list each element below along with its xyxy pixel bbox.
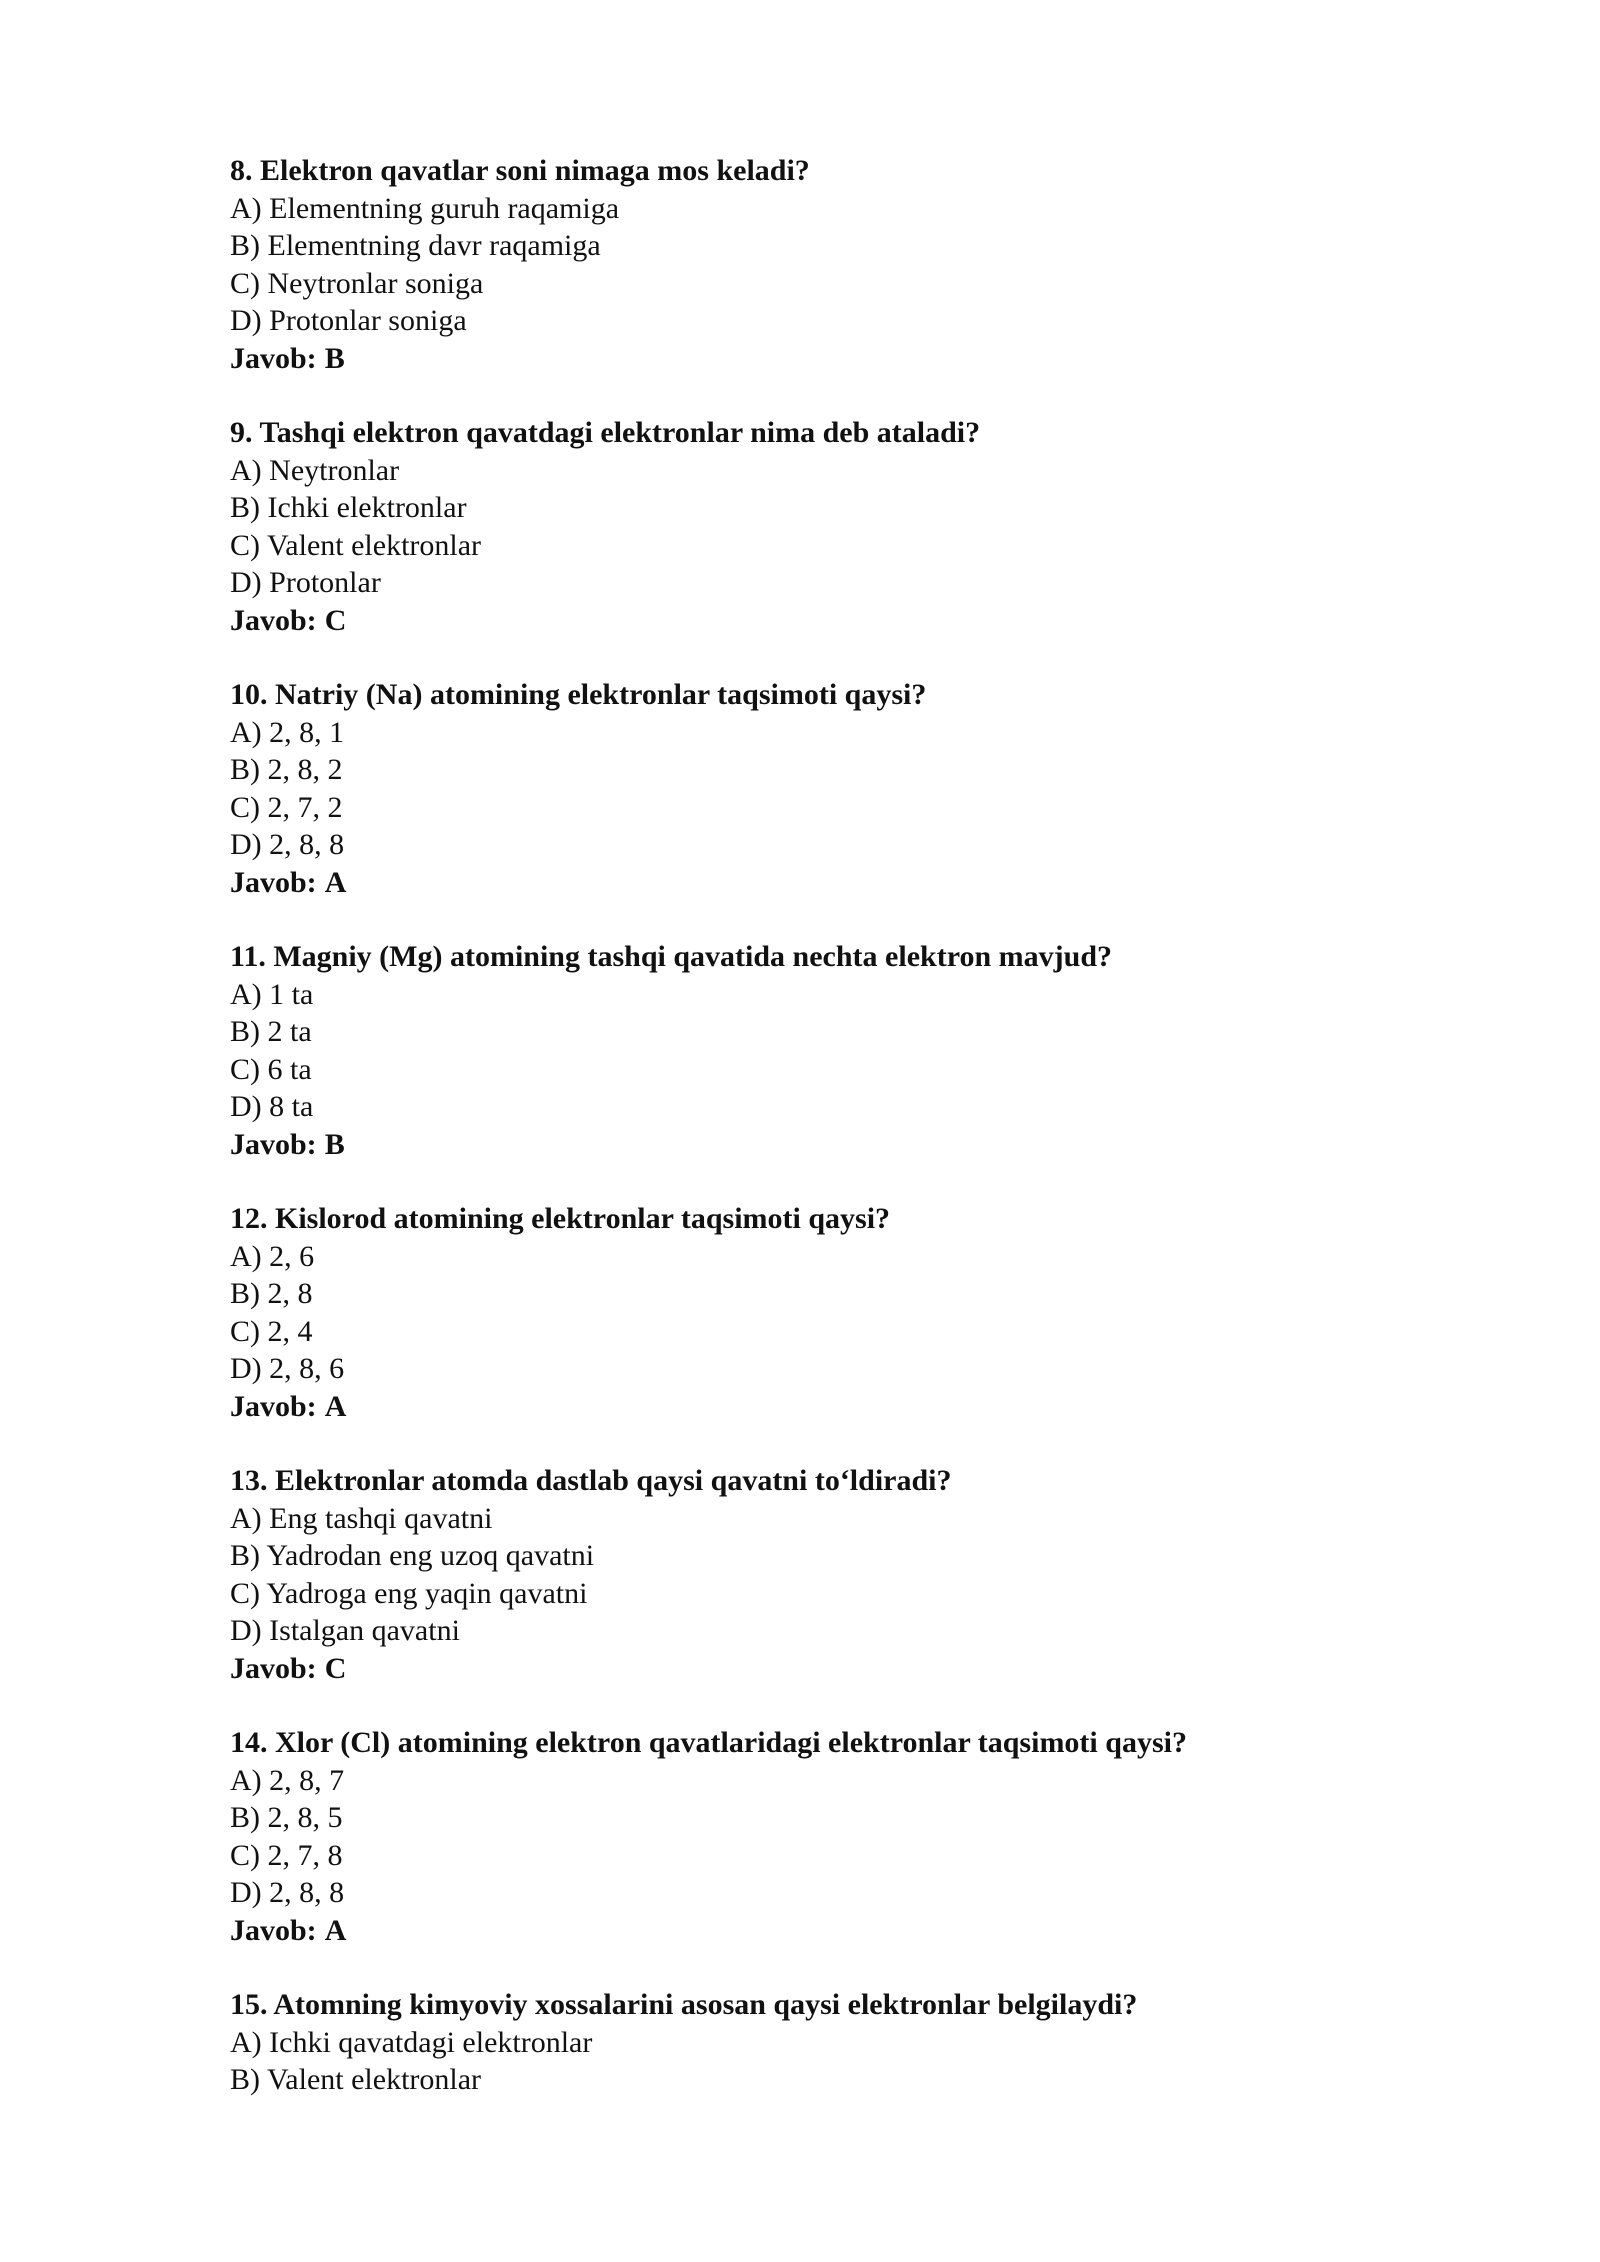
answer-line	[230, 1388, 1430, 1426]
option-b: B) Ichki elektronlar	[230, 491, 467, 524]
option-c: C) 2, 7, 2	[230, 790, 343, 824]
option-d: D) 2, 8, 8	[230, 828, 345, 861]
document-page	[230, 152, 1430, 2136]
answer-label: Javob:	[230, 1651, 317, 1685]
question-title: 11. Magniy (Mg) atomining tashqi qavatida nechta elektron mavjud?	[230, 940, 1112, 973]
option-b: B) Valent elektronlar	[230, 2063, 482, 2096]
answer-value: A	[324, 865, 347, 899]
option-c: C) Neytronlar soniga	[230, 266, 484, 300]
answer-value: B	[324, 341, 345, 375]
question-title: 15. Atomning kimyoviy xossalarini asosan qaysi elektronlar belgilaydi?	[230, 1988, 1138, 2021]
answer-label: Javob:	[230, 603, 317, 637]
option-a: A) Ichki qavatdagi elektronlar	[230, 2025, 593, 2059]
answer-line	[230, 602, 1430, 640]
option-a: A) Neytronlar	[230, 453, 400, 487]
option-a: A) 2, 8, 1	[230, 715, 345, 749]
answer-label: Javob:	[230, 1913, 317, 1947]
answer-value: A	[324, 1913, 347, 1947]
question-title: 8. Elektron qavatlar soni nimaga mos keladi?	[230, 154, 810, 187]
question-15	[230, 1986, 1430, 2099]
option-d: D) Protonlar soniga	[230, 304, 467, 337]
question-title: 10. Natriy (Na) atomining elektronlar taqsimoti qaysi?	[230, 678, 927, 711]
answer-line	[230, 340, 1430, 378]
option-d: D) 2, 8, 6	[230, 1352, 345, 1385]
option-d: D) 2, 8, 8	[230, 1876, 345, 1909]
answer-value: B	[324, 1127, 345, 1161]
question-title: 14. Xlor (Cl) atomining elektron qavatlaridagi elektronlar taqsimoti qaysi?	[230, 1726, 1187, 1759]
question-title: 9. Tashqi elektron qavatdagi elektronlar nima deb ataladi?	[230, 416, 981, 449]
option-c: C) Yadroga eng yaqin qavatni	[230, 1576, 588, 1610]
option-b: B) Elementning davr raqamiga	[230, 229, 601, 262]
option-b: B) 2, 8, 2	[230, 753, 343, 786]
option-d: D) Protonlar	[230, 566, 381, 599]
question-title: 12. Kislorod atomining elektronlar taqsimoti qaysi?	[230, 1202, 891, 1235]
option-b: B) 2, 8, 5	[230, 1801, 343, 1834]
option-a: A) Elementning guruh raqamiga	[230, 191, 620, 225]
option-d: D) Istalgan qavatni	[230, 1614, 460, 1647]
answer-line	[230, 1912, 1430, 1950]
answer-value: A	[324, 1389, 347, 1423]
answer-label: Javob:	[230, 1127, 317, 1161]
answer-value: C	[324, 1651, 347, 1685]
option-a: A) 2, 6	[230, 1239, 315, 1273]
answer-line	[230, 1650, 1430, 1688]
question-9	[230, 414, 1430, 639]
option-c: C) Valent elektronlar	[230, 528, 482, 562]
answer-label: Javob:	[230, 865, 317, 899]
answer-label: Javob:	[230, 1389, 317, 1423]
option-c: C) 6 ta	[230, 1052, 312, 1086]
question-13	[230, 1462, 1430, 1687]
question-title: 13. Elektronlar atomda dastlab qaysi qavatni to‘ldiradi?	[230, 1464, 952, 1497]
question-10	[230, 676, 1430, 901]
answer-label: Javob:	[230, 341, 317, 375]
option-b: B) Yadrodan eng uzoq qavatni	[230, 1539, 595, 1572]
option-c: C) 2, 4	[230, 1314, 313, 1348]
option-b: B) 2 ta	[230, 1015, 312, 1048]
question-14	[230, 1724, 1430, 1949]
answer-value: C	[324, 603, 347, 637]
option-a: A) 1 ta	[230, 977, 314, 1011]
option-a: A) Eng tashqi qavatni	[230, 1501, 493, 1535]
option-a: A) 2, 8, 7	[230, 1763, 345, 1797]
option-d: D) 8 ta	[230, 1090, 314, 1123]
question-8	[230, 152, 1430, 377]
option-b: B) 2, 8	[230, 1277, 313, 1310]
question-12	[230, 1200, 1430, 1425]
answer-line	[230, 864, 1430, 902]
answer-line	[230, 1126, 1430, 1164]
question-11	[230, 938, 1430, 1163]
option-c: C) 2, 7, 8	[230, 1838, 343, 1872]
